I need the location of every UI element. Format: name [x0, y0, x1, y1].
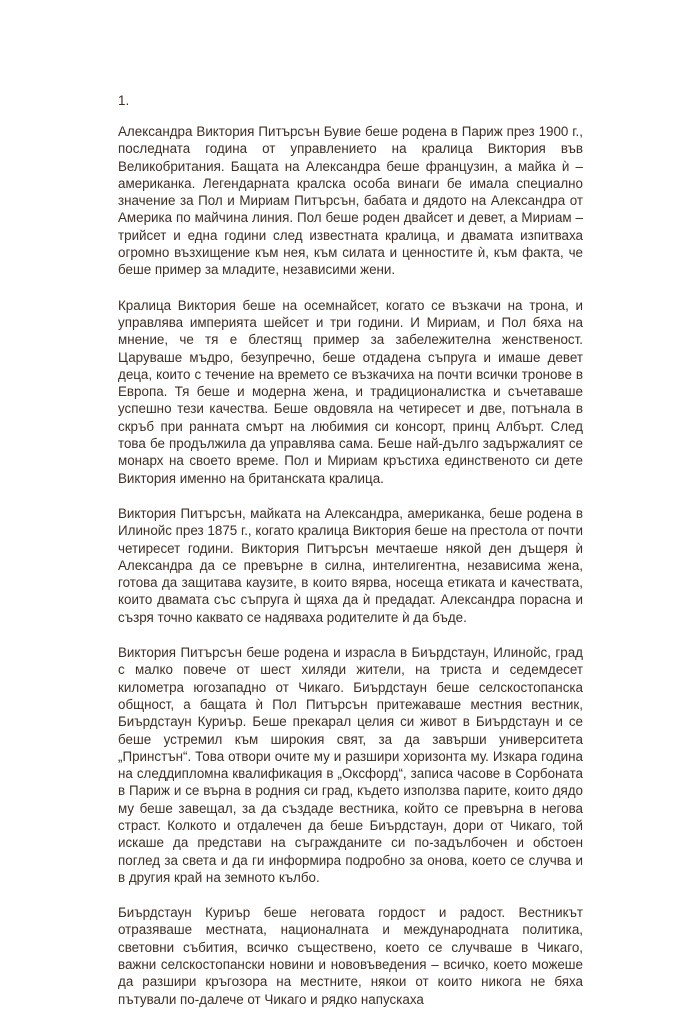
paragraph-2: Кралица Виктория беше на осемнайсет, когато се възкачи на трона, и управлява империята шейсет и три години. И Мириам, и Пол бяха на мнение, че тя е блестящ пример за забележителна женственост. Царуваше мъдро, безупречно, беше отдадена съпруга и имаше девет деца, които с течение на времето се възкачиха на почти всички тронове в Европа. Тя беше и модерна жена, и традиционалистка и съчетаваше успешно тези качества. Беше овдовяла на четиресет и две, потънала в скръб при ранната смърт на любимия си консорт, принц Албърт. След това бе продължила да управлява сама. Беше най-дълго задържалият се монарх на своето време. Пол и Мириам кръстиха единственото си дете Виктория именно на британската кралица. [118, 297, 583, 486]
paragraph-3: Виктория Питърсън, майката на Александра, американка, беше родена в Илинойс през 1875 г., когато кралица Виктория беше на престола от почти четиресет години. Виктория Питърсън мечтаеше някой ден дъщеря ѝ Александра да се превърне в силна, интелигентна, независима жена, готова да защитава каузите, в които вярва, носеща етиката и качествата, които двамата със съпруга ѝ щяха да ѝ предадат. Александра порасна и съзря точно каквато се надяваха родителите ѝ да бъде. [118, 505, 583, 625]
paragraph-5: Биърдстаун Куриър беше неговата гордост и радост. Вестникът отразяваше местната, националната и международната политика, световни събития, всичко съществено, което се случваше в Чикаго, важни селскостопански новини и нововъведения – всичко, което можеше да разшири кръгозора на местните, някои от които никога не бяха пътували по-далече от Чикаго и рядко напускаха [118, 905, 583, 1007]
chapter-number: 1. [118, 93, 130, 108]
body-text [118, 123, 583, 1026]
paragraph-4: Виктория Питърсън беше родена и израсла в Биърдстаун, Илинойс, град с малко повече от шест хиляди жители, на триста и седемдесет километра югозападно от Чикаго. Биърдстаун беше селскостопанска общност, а бащата ѝ Пол Питърсън притежаваше местния вестник, Биърдстаун Куриър. Беше прекарал целия си живот в Биърдстаун и се беше устремил към широкия свят, за да завърши университета „Принстън“. Това отвори очите му и разшири хоризонта му. Изкара година на следдипломна квалификация в „Оксфорд“, записа часове в Сорбоната в Париж и се върна в родния си град, където използва парите, които дядо му беше завещал, за да създаде вестника, който се превърна в негова страст. Колкото и отдалечен да беше Биърдстаун, дори от Чикаго, той искаше да представи на съгражданите си по-задълбочен и обстоен поглед за света и да ги информира подробно за онова, което се случва и в другия край на земното кълбо. [118, 645, 583, 885]
paragraph-1: Александра Виктория Питърсън Бувие беше родена в Париж през 1900 г., последната година от управлението на кралица Виктория във Великобритания. Бащата на Александра беше французин, а майка ѝ – американка. Легендарната кралска особа винаги бе имала специално значение за Пол и Мириам Питърсън, бабата и дядото на Александра от Америка по майчина линия. Пол беше роден двайсет и девет, а Мириам – трийсет и една години след известната кралица, и двамата изпитваха огромно възхищение към нея, към силата и ценностите ѝ, към факта, че беше пример за младите, независими жени. [118, 124, 583, 278]
